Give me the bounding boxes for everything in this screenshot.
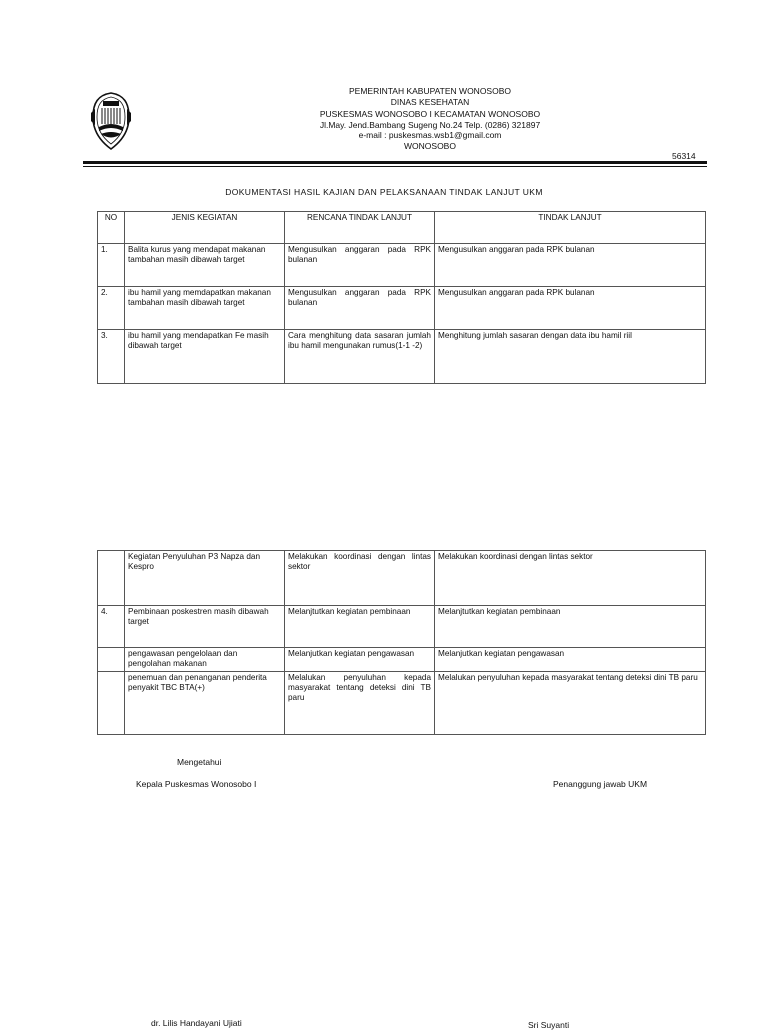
postal-code: 56314 [672, 151, 696, 161]
followup-table-1 [97, 211, 706, 384]
cell-rencana: Mengusulkan anggaran pada RPK bulanan [285, 244, 435, 287]
cell-jenis: Kegiatan Penyuluhan P3 Napza dan Kespro [125, 551, 285, 606]
cell-rencana: Melalukan penyuluhan kepada masyarakat tentang deteksi dini TB paru [285, 672, 435, 735]
table-row [98, 648, 706, 672]
header-tindak-lanjut: TINDAK LANJUT [435, 212, 706, 244]
cell-tindak: Melalukan penyuluhan kepada masyarakat tentang deteksi dini TB paru [435, 672, 706, 735]
cell-tindak: Melakukan koordinasi dengan lintas sektor [435, 551, 706, 606]
cell-tindak: Menghitung jumlah sasaran dengan data ibu hamil riil [435, 330, 706, 384]
cell-jenis: pengawasan pengelolaan dan pengolahan makanan [125, 648, 285, 672]
letterhead-divider-thick [83, 161, 707, 164]
cell-rencana: Melakukan koordinasi dengan lintas sektor [285, 551, 435, 606]
header-no: NO [98, 212, 125, 244]
cell-rencana: Melanjutkan kegiatan pengawasan [285, 648, 435, 672]
document-title: DOKUMENTASI HASIL KAJIAN DAN PELAKSANAAN TINDAK LANJUT UKM [225, 187, 543, 197]
cell-no: 1. [98, 244, 125, 287]
cell-tindak: Melanjtutkan kegiatan pembinaan [435, 606, 706, 648]
cell-no: 2. [98, 287, 125, 330]
cell-rencana: Mengusulkan anggaran pada RPK bulanan [285, 287, 435, 330]
cell-tindak: Mengusulkan anggaran pada RPK bulanan [435, 244, 706, 287]
letterhead-line-email: e-mail : puskesmas.wsb1@gmail.com [358, 130, 502, 140]
cell-rencana: Cara menghitung data sasaran jumlah ibu hamil mengunakan rumus(1-1 -2) [285, 330, 435, 384]
cell-jenis: ibu hamil yang mendapatkan Fe masih dibawah target [125, 330, 285, 384]
table-row [98, 606, 706, 648]
table-row [98, 551, 706, 606]
cell-tindak: Melanjutkan kegiatan pengawasan [435, 648, 706, 672]
cell-rencana: Melanjtutkan kegiatan pembinaan [285, 606, 435, 648]
signatory-name-right: Sri Suyanti [528, 1020, 570, 1030]
followup-table-2 [97, 550, 706, 735]
cell-tindak: Mengusulkan anggaran pada RPK bulanan [435, 287, 706, 330]
table-row [98, 672, 706, 735]
letterhead-line-city: WONOSOBO [404, 141, 456, 151]
cell-no [98, 648, 125, 672]
cell-no [98, 672, 125, 735]
table-row [98, 287, 706, 330]
letterhead-line-government: PEMERINTAH KABUPATEN WONOSOBO [349, 86, 511, 96]
signatory-name-left: dr. Lilis Handayani Ujiati [151, 1018, 242, 1028]
letterhead-divider-thin [83, 166, 707, 167]
table-header-row [98, 212, 706, 244]
cell-no: 4. [98, 606, 125, 648]
letterhead-line-address: Jl.May. Jend.Bambang Sugeng No.24 Telp. (0286) 321897 [319, 120, 541, 130]
cell-jenis: penemuan dan penanganan penderita penyakit TBC BTA(+) [125, 672, 285, 735]
table-row [98, 244, 706, 287]
ukm-person-in-charge-title: Penanggung jawab UKM [553, 779, 648, 789]
cell-jenis: ibu hamil yang memdapatkan makanan tambahan masih dibawah target [125, 287, 285, 330]
header-rencana-tindak-lanjut: RENCANA TINDAK LANJUT [285, 212, 435, 244]
cell-jenis: Pembinaan poskestren masih dibawah target [125, 606, 285, 648]
head-of-puskesmas-title: Kepala Puskesmas Wonosobo I [136, 779, 257, 789]
acknowledged-label: Mengetahui [177, 757, 222, 767]
cell-no: 3. [98, 330, 125, 384]
regency-emblem-logo [90, 91, 132, 151]
table-row [98, 330, 706, 384]
letterhead-line-puskesmas: PUSKESMAS WONOSOBO I KECAMATAN WONOSOBO [319, 109, 541, 119]
header-jenis-kegiatan: JENIS KEGIATAN [125, 212, 285, 244]
cell-no [98, 551, 125, 606]
letterhead-line-agency: DINAS KESEHATAN [390, 97, 470, 107]
cell-jenis: Balita kurus yang mendapat makanan tambahan masih dibawah target [125, 244, 285, 287]
